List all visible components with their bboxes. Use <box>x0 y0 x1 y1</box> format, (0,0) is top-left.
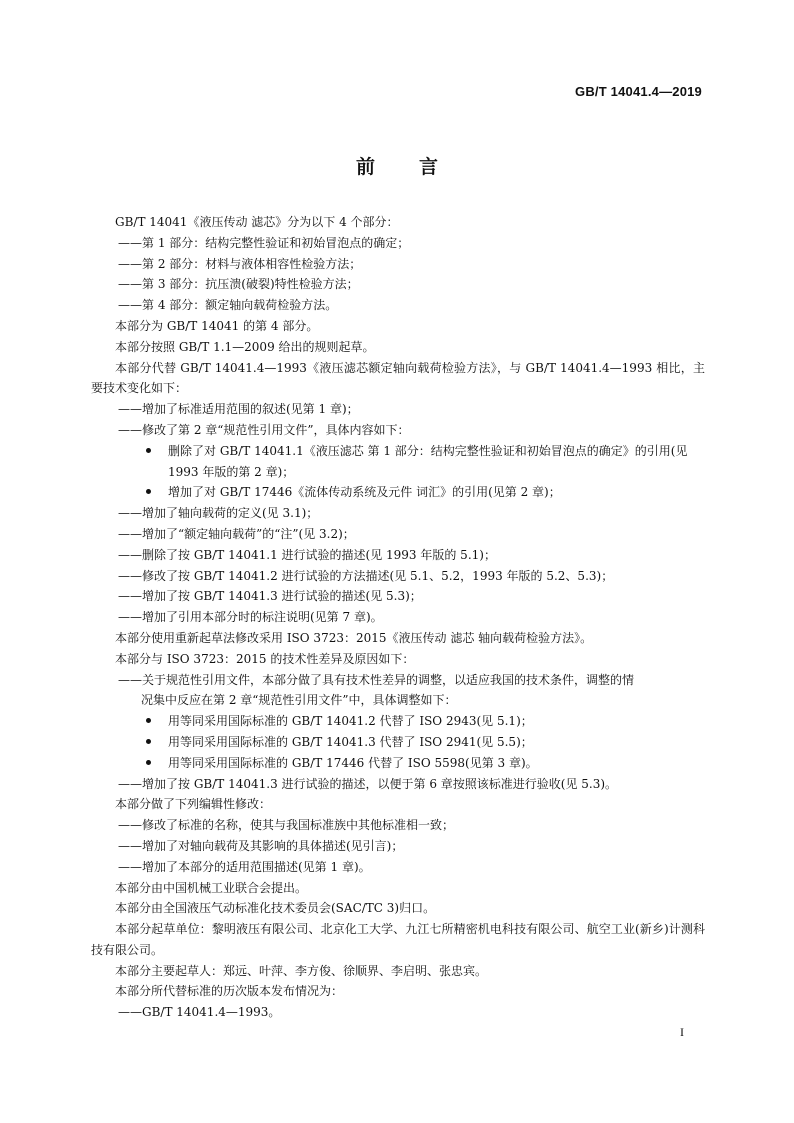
dash-item: ——删除了按 GB/T 14041.1 进行试验的描述(见 1993 年版的 5.1)； <box>118 547 496 562</box>
dash-item: ——修改了按 GB/T 14041.2 进行试验的方法描述(见 5.1、5.2，1993 年版的 5.2、5.3)； <box>118 568 614 583</box>
page-title: 前言 <box>355 156 482 178</box>
paragraph: 本部分起草单位：黎明液压有限公司、北京化工大学、九江七所精密机电科技有限公司、航空工业(新乡)计测科技有限公司。 <box>91 922 705 957</box>
dash-item: ——增加了按 GB/T 14041.3 进行试验的描述(见 5.3)； <box>118 589 422 604</box>
paragraph: 本部分由中国机械工业联合会提出。 <box>115 880 308 895</box>
dash-item: ——第 4 部分：额定轴向载荷检验方法。 <box>118 298 338 313</box>
paragraph: GB/T 14041《液压传动 滤芯》分为以下 4 个部分： <box>115 215 399 229</box>
dash-item: ——增加了对轴向载荷及其影响的具体描述(见引言)； <box>118 838 404 853</box>
paragraph: 本部分与 ISO 3723：2015 的技术性差异及原因如下： <box>115 651 415 666</box>
dash-item: ——增加了轴向载荷的定义(见 3.1)； <box>118 506 319 521</box>
bullet-item: 增加了对 GB/T 17446《流体传动系统及元件 词汇》的引用(见第 2 章)； <box>91 482 705 503</box>
dash-item: 况集中反应在第 2 章“规范性引用文件”中，具体调整如下： <box>141 693 457 708</box>
dash-item: ——增加了引用本部分时的标注说明(见第 7 章)。 <box>118 610 383 625</box>
paragraph: 本部分使用重新起草法修改采用 ISO 3723：2015《液压传动 滤芯 轴向载荷检验方法》。 <box>115 630 593 645</box>
bullet-item: 删除了对 GB/T 14041.1《液压滤芯 第 1 部分：结构完整性验证和初始冒泡点的确定》的引用(见 1993 年版的第 2 章)； <box>91 441 705 483</box>
dash-item: ——第 2 部分：材料与液体相容性检验方法； <box>118 256 362 271</box>
dash-item: ——关于规范性引用文件，本部分做了具有技术性差异的调整，以适应我国的技术条件，调整的情 <box>118 672 635 687</box>
paragraph: 本部分所代替标准的历次版本发布情况为： <box>115 984 344 999</box>
dash-item: ——第 1 部分：结构完整性验证和初始冒泡点的确定； <box>118 235 410 250</box>
paragraph: 本部分由全国液压气动标准化技术委员会(SAC/TC 3)归口。 <box>115 901 436 916</box>
dash-item: ——增加了按 GB/T 14041.3 进行试验的描述，以便于第 6 章按照该标准进行验收(见 5.3)。 <box>118 776 618 791</box>
dash-item: ——增加了本部分的适用范围描述(见第 1 章)。 <box>118 859 371 874</box>
foreword-body <box>91 212 705 1023</box>
dash-item: ——增加了“额定轴向载荷”的“注”(见 3.2)； <box>118 526 355 541</box>
bullet-item: 用等同采用国际标准的 GB/T 14041.2 代替了 ISO 2943(见 5.1)； <box>91 711 705 732</box>
dash-item: ——增加了标准适用范围的叙述(见第 1 章)； <box>118 402 359 417</box>
paragraph: 本部分主要起草人：郑远、叶萍、李方俊、徐顺界、李启明、张忠宾。 <box>115 963 488 978</box>
dash-item: ——修改了第 2 章“规范性引用文件”，具体内容如下： <box>118 422 410 437</box>
paragraph: 本部分按照 GB/T 1.1—2009 给出的规则起草。 <box>115 339 375 354</box>
paragraph: 本部分为 GB/T 14041 的第 4 部分。 <box>115 318 319 333</box>
bullet-item: 用等同采用国际标准的 GB/T 17446 代替了 ISO 5598(见第 3 章)。 <box>91 753 705 774</box>
bullet-item: 用等同采用国际标准的 GB/T 14041.3 代替了 ISO 2941(见 5.5)； <box>91 732 705 753</box>
dash-item: ——修改了标准的名称，使其与我国标准族中其他标准相一致； <box>118 818 455 833</box>
dash-item: ——GB/T 14041.4—1993。 <box>118 1005 281 1020</box>
paragraph: 本部分做了下列编辑性修改： <box>115 797 272 812</box>
standard-code: GB/T 14041.4—2019 <box>575 84 702 99</box>
paragraph: 本部分代替 GB/T 14041.4—1993《液压滤芯额定轴向载荷检验方法》，与 GB/T 14041.4—1993 相比，主要技术变化如下： <box>91 360 705 396</box>
page-number: I <box>680 1025 684 1039</box>
dash-item: ——第 3 部分：抗压溃(破裂)特性检验方法； <box>118 277 359 292</box>
